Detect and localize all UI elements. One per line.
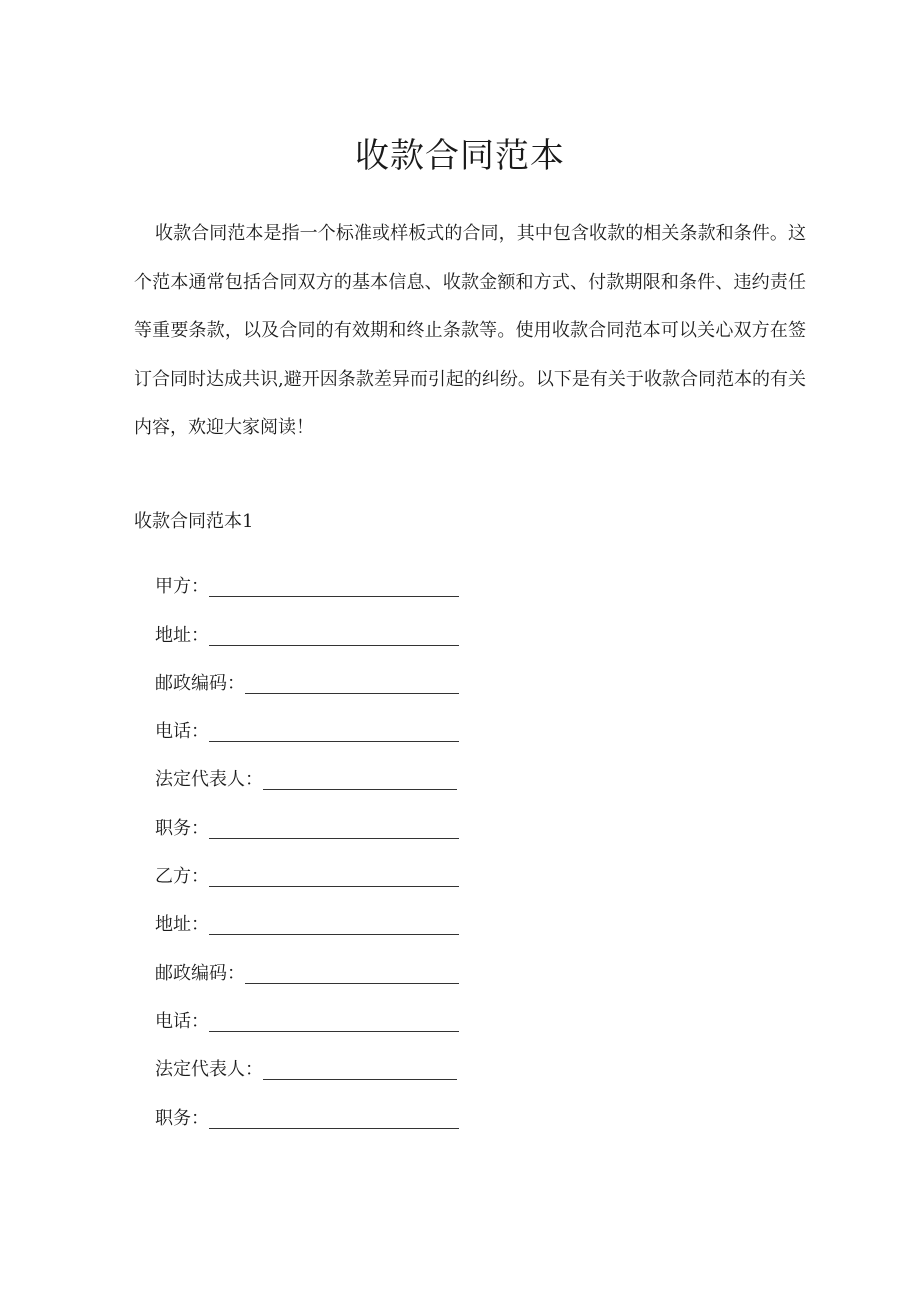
field-label: 邮政编码：: [155, 672, 245, 694]
page-title: 收款合同范本: [355, 136, 565, 176]
field-party-b-position: [155, 1084, 475, 1132]
blank-line: [209, 1105, 459, 1133]
field-label: 法定代表人：: [155, 1059, 263, 1081]
field-party-a-phone: [155, 698, 475, 746]
field-label: 职务：: [155, 1107, 209, 1129]
field-party-a-position: [155, 794, 475, 842]
field-label: 地址：: [155, 624, 209, 646]
field-party-a: [155, 553, 475, 601]
blank-line: [263, 1056, 457, 1084]
blank-line: [209, 911, 459, 939]
field-party-a-address: [155, 601, 475, 649]
field-party-b-address: [155, 891, 475, 939]
field-label: 电话：: [155, 721, 209, 743]
field-party-a-postcode: [155, 650, 475, 698]
blank-line: [209, 573, 459, 601]
field-label: 电话：: [155, 1010, 209, 1032]
blank-line: [263, 766, 457, 794]
blank-line: [245, 670, 459, 698]
blank-line: [245, 960, 459, 988]
field-label: 乙方：: [155, 866, 209, 888]
field-label: 职务：: [155, 817, 209, 839]
blank-line: [209, 1008, 459, 1036]
blank-line: [209, 863, 459, 891]
field-label: 甲方：: [155, 576, 209, 598]
intro-paragraph: 收款合同范本是指一个标准或样板式的合同，其中包含收款的相关条款和条件。这个范本通常包括合同双方的基本信息、收款金额和方式、付款期限和条件、违约责任等重要条款，以及合同的有效期和终止条款等。使用收款合同范本可以关心双方在签订合同时达成共识,避开因条款差异而引起的纠纷。以下是有关于收款合同范本的有关内容，欢迎大家阅读！: [134, 223, 806, 438]
party-fields: [155, 553, 475, 1133]
field-label: 法定代表人：: [155, 769, 263, 791]
field-party-a-representative: [155, 746, 475, 794]
field-party-b-postcode: [155, 939, 475, 987]
field-party-b-phone: [155, 988, 475, 1036]
blank-line: [209, 622, 459, 650]
field-label: 地址：: [155, 914, 209, 936]
section-title: 收款合同范本1: [134, 511, 254, 532]
blank-line: [209, 815, 459, 843]
field-party-b: [155, 843, 475, 891]
blank-line: [209, 718, 459, 746]
field-label: 邮政编码：: [155, 962, 245, 984]
field-party-b-representative: [155, 1036, 475, 1084]
